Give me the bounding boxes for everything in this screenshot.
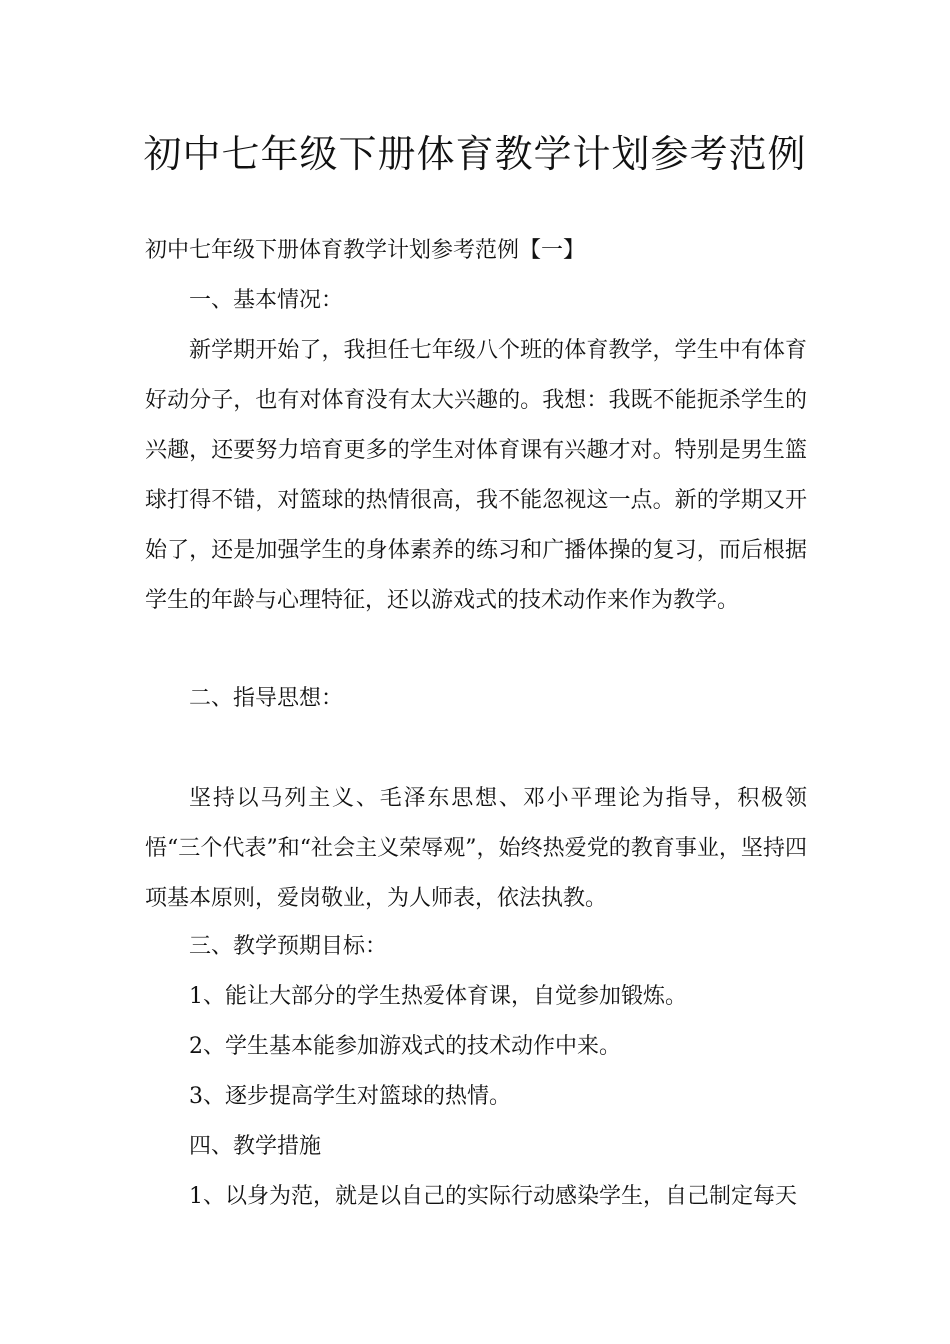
goal-item-3: 3、逐步提高学生对篮球的热情。 [189,1084,511,1109]
heading-teaching-goals: 三、教学预期目标： [189,934,388,959]
goal-item-1: 1、能让大部分的学生热爱体育课，自觉参加锻炼。 [189,984,687,1009]
paragraph-teaching-measures: 1、以身为范，就是以自己的实际行动感染学生，自己制定每天 [189,1184,797,1209]
heading-guiding-ideology: 二、指导思想： [189,686,344,711]
section-subtitle: 初中七年级下册体育教学计划参考范例【一】 [145,238,586,263]
heading-basic-situation: 一、基本情况： [189,288,344,313]
paragraph-guiding-ideology: 坚持以马列主义、毛泽东思想、邓小平理论为指导，积极领悟“三个代表”和“社会主义荣辱观”，始终热爱党的教育事业，坚持四项基本原则，爱岗敬业，为人师表，依法执教。 [145,786,807,911]
heading-teaching-measures: 四、教学措施 [189,1134,322,1159]
document-title: 初中七年级下册体育教学计划参考范例 [143,132,807,176]
goal-item-2: 2、学生基本能参加游戏式的技术动作中来。 [189,1034,621,1059]
paragraph-basic-situation: 新学期开始了，我担任七年级八个班的体育教学，学生中有体育好动分子，也有对体育没有太大兴趣的。我想：我既不能扼杀学生的兴趣，还要努力培育更多的学生对体育课有兴趣才对。特别是男生篮球打得不错，对篮球的热情很高，我不能忽视这一点。新的学期又开始了，还是加强学生的身体素养的练习和广播体操的复习，而后根据学生的年龄与心理特征，还以游戏式的技术动作来作为教学。 [145,338,807,613]
